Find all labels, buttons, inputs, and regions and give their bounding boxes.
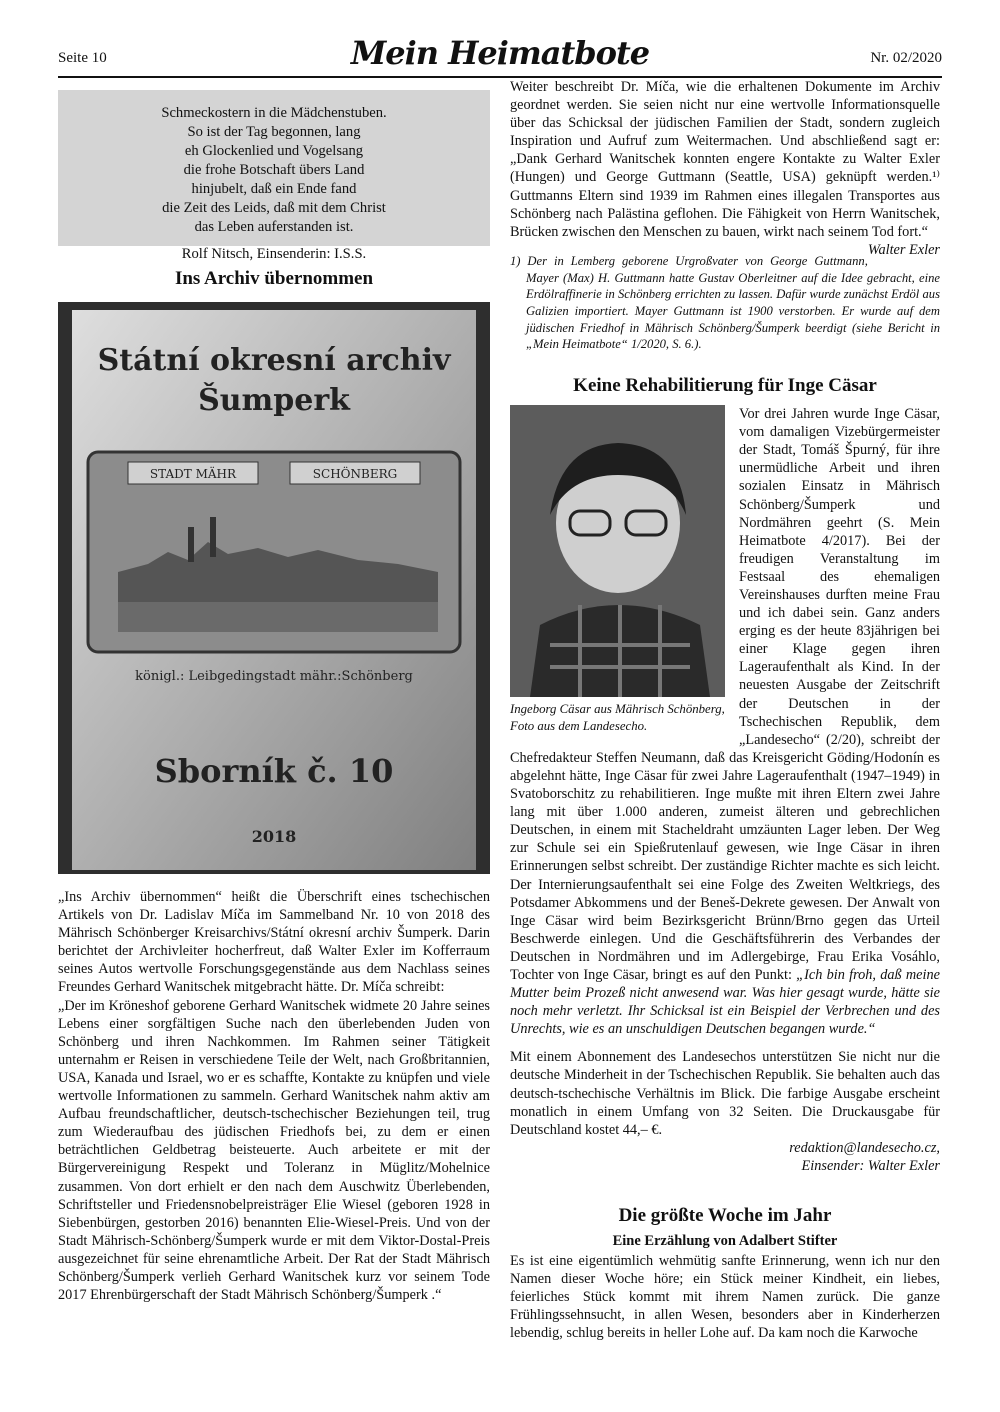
book-banner-left: STADT MÄHR [149,467,237,481]
portrait-figure [510,405,725,735]
poem-line: eh Glockenlied und Vogelsang [184,143,364,159]
contact-email: redaktion@landesecho.cz, [789,1139,940,1156]
archiv-continued-paragraph [510,78,940,258]
book-subcaption: königl.: Leibgedingstadt mähr.:Schönberg [135,669,413,684]
issue-number: Nr. 02/2020 [870,50,942,66]
poem-signature: Rolf Nitsch, Einsenderin: I.S.S. [181,246,367,262]
left-column [58,90,490,1304]
poem-line: Schmeckostern in die Mädchenstuben. [161,105,387,121]
archiv-signature: Walter Exler [867,241,940,258]
archiv-paragraph-2: „Der im Kröneshof geborene Gerhard Wanitschek widmete 20 Jahre seines Lebens einer sorgfältigen Suche nach den überlebenden Juden von Schönberg und ihren Nachkommen. Im Rahmen seiner Tätigkeit unternahm er Reisen in verschiedene Teile der Welt, nach Großbritannien, USA, Kanada und Israel, wo er es schaffte, Kontakte zu knüpfen und viele wertvolle Informationen zu sammeln. Gerhard Wanitschek nahm aktiv am Aufbau freundschaftlicher, deutsch-tschechischer Beziehungen teil, trug zum Wiederaufbau des jüdischen Friedhofs bei, zu dem er einen beträchtlichen Geldbetrag beisteuerte. Auch arbeitete er mit der Bürgervereinigung Respekt und Toleranz in Müglitz/Mohelnice zusammen. Von dort erhielt er den nach dem Auschwitz Überlebenden, Schriftsteller und Friedensnobelpreisträger Elie Wiesel (geboren 1928 in Siebenbürgen, gestorben 2016) benannten Elie-Wiesel-Preis. Und von der Stadt Mährisch-Schönberg/Šumperk wurde er mit dem Viktor-Dostal-Preis ausgezeichnet für seine ehrenamtliche Arbeit. Der Rat der Stadt Mährisch Schönberg/Šumperk verlieh Gerhard Wanitschek kurz vor seinem Tode 2017 Ehrenbürgerschaft der Stadt Mährisch Schönberg/Šumperk .“ [58,997,490,1304]
book-title-1: Státní okresní archiv [97,343,451,378]
book-cover-illustration [58,302,490,874]
rehab-text: Vor drei Jahren wurde Inge Cäsar, vom damaligen Vizebürgermeister der Stadt, Tomáš Špurný, für ihre unermüdliche Arbeit und ihren sozialen Einsatz in Mährisch Schönberg/Šumperk und Nordmähren geehrt (S. Mein Heimatbote 4/2017). Bei der freudigen Veranstaltung im Festsaal des ehemaligen Vereinshauses durften meine Frau und ich dabei sein. Ganz anders erging es der heute 83jährigen bei einer Klage gegen ihren Lageraufenthalt als Kind. In der neuesten Ausgabe der Zeitschrift der Deutschen in der Tschechischen Republik, dem „Landesecho“ (2/20), schreibt der Chefredakteur Steffen Neumann, daß das Kreisgericht Göding/Hodonín es abgelehnt hätte, Inge Cäsar für zwei Jahre Lageraufenthalt (1947–1949) in Svatoborschitz zu rehabilitieren. Inge mußte mit ihren Eltern zwei Jahre lang mit über 1.000 anderen, zumeist älteren und gebrechlichen Deutschen, in einem mit Stacheldraht umzäunten Lager leben. Der Weg zur Schule sei ein Spießrutenlauf gewesen, wie Inge Cäsar in ihren Erinnerungen selbst schreibt. Der zuständige Richter machte es sich leicht. Der Internierungsaufenthalt sei eine Folge des Zweiten Weltkriegs, des Potsdamer Abkommens und der Beneš-Dekrete gewesen. Der Anwalt von Inge Cäsar wird beim Bezirksgericht Brünn/Brno gegen das Urteil Beschwerde einlegen. Und die Geschäftsführerin des Verbandes der Deutschen in Nordmähren und im Adlergebirge, Frau Erika Vosáhlo, Tochter von Inge Cäsar, bringt es auf den Punkt: [510,406,940,983]
headline-woche: Die größte Woche im Jahr [618,1205,832,1226]
portrait-illustration [510,405,725,697]
page-header [58,34,942,76]
masthead-logo: Mein Heimatbote [350,34,650,72]
poem-box [58,90,490,262]
poem-line: So ist der Tag begonnen, lang [187,124,361,140]
poem-line: hinjubelt, daß ein Ende fand [191,181,357,197]
book-year: 2018 [251,827,297,846]
page-number: Seite 10 [58,50,107,66]
rehab-quote: „Ich bin froh, daß meine Mutter beim Prozeß nicht anwesend war. Was hier gesagt wurde, hätte sie noch mehr verletzt. Ihr Schicksal ist ein Beispiel der Verbrechen und des Unrechts, wie es an unschuldigen Deutschen begangen wurde.“ [510,966,940,1038]
portrait-photo [510,405,725,697]
poem-line: die Zeit des Leids, daß mit dem Christ [162,200,386,216]
book-title-2: Šumperk [198,383,350,418]
headline-rehab: Keine Rehabilitierung für Inge Cäsar [573,375,877,397]
footnote: 1) Der in Lemberg geborene Urgroßvater von George Guttmann, Mayer (Max) H. Guttmann hatte Gustav Oberleitner auf die Idee gebracht, eine Erdölraffinerie in Schönberg errichten zu lassen. Dafür wurde zunächst Erdöl aus Galizien importiert. Mayer Guttmann ist 1900 verstorben. Er wurde auf dem jüdischen Friedhof in Mährisch Schönberg/Šumperk beerdigt (siehe Bericht in „Mein Heimatbote“ 1/2020, S. 6.). [510,253,940,352]
right-column [510,78,940,1342]
subheadline-woche: Eine Erzählung von Adalbert Stifter [612,1233,838,1249]
book-volume: Sborník č. 10 [154,752,394,790]
rehab-sender: Einsender: Walter Exler [801,1157,940,1174]
rehab-article [510,405,940,1038]
woche-paragraph: Es ist eine eigentümlich wehmütig sanfte Erinnerung, wenn ich nur den Namen dieser Woche höre; ein Stück meiner Kindheit, ein liebes, feierliches Stück kommt mit ihrem Namen zurück. Die ganze Frühlingssehnsucht, in allen Wesen, besonders aber in Kinderherzen lebendig, schlug bereits in heller Lohe auf. Da kam noch die Karwoche [510,1253,940,1342]
poem-line: die frohe Botschaft übers Land [183,162,365,178]
poem-line: das Leben auferstanden ist. [194,219,354,235]
book-cover-photo [58,302,490,874]
archiv-paragraph-1: „Ins Archiv übernommen“ heißt die Überschrift eines tschechischen Artikels von Dr. Ladislav Míča im Sammelband Nr. 10 von 2018 des Mährisch Schönberger Kreisarchivs/Státní okresní archiv Šumperk. Darin berichtet der Archivleiter hocherfreut, daß Walter Exler im Kofferraum seines Autos wertvolle Forschungsgegenstände aus dem Nachlass seines Freundes Gerhard Wanitschek mitgebracht hätte. Dr. Míča schreibt: [58,889,490,996]
archiv-continued-text: Weiter beschreibt Dr. Míča, wie die erhaltenen Dokumente im Archiv geordnet werden. Sie seien nicht nur eine wertvolle Informationsquelle über das Schicksal der jüdischen Familien der Stadt, sondern zugleich Inspiration und Aufruf zum Weitermachen. Und abschließend sagt er: „Dank Gerhard Wanitschek konnten engere Kontakte zu Walter Exler (Hungen) und George Guttmann (Seattle, USA) geknüpft werden.¹⁾ Guttmanns Eltern sind 1939 im Rahmen eines illegalen Transportes aus Schönberg nach Palästina geflohen. Die Fähigkeit von Herrn Wanitschek, Brücken zwischen den Menschen zu bauen, wirkt nach seinem Tod fort.“ [510,79,940,240]
portrait-caption: Ingeborg Cäsar aus Mährisch Schönberg, Foto aus dem Landesecho. [510,702,725,734]
headline-archiv: Ins Archiv übernommen [174,268,374,289]
abo-paragraph: Mit einem Abonnement des Landesechos unterstützen Sie nicht nur die deutsche Minderheit in der Tschechischen Republik. Sie behalten auch das deutsch-tschechische Verhältnis im Blick. Die farbige Ausgabe erscheint monatlich in einem Umfang von 32 Seiten. Die Druckausgabe für Deutschland kostet 44,– €. [510,1049,940,1138]
book-banner-right: SCHÖNBERG [312,467,398,481]
